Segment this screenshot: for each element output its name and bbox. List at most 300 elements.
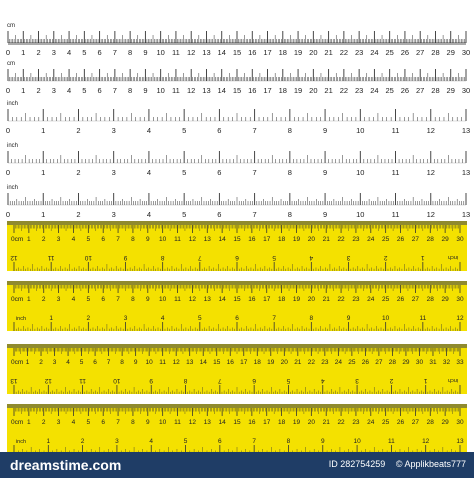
tick-label: 2	[389, 377, 394, 384]
tick-label: 13	[202, 48, 211, 57]
tick-label: 33	[456, 359, 464, 366]
tick-label: 1	[41, 168, 46, 177]
tick-label: 16	[248, 86, 257, 95]
tick-label: 26	[396, 419, 405, 426]
tick-label: 18	[278, 48, 287, 57]
tick-label: 1	[27, 296, 31, 303]
ruler-7	[7, 281, 467, 331]
tick-label: 5	[183, 438, 188, 445]
tick-label: 25	[385, 86, 394, 95]
tick-label: 1	[421, 254, 425, 261]
image-id: ID 282754259	[328, 459, 386, 469]
tick-label: 19	[293, 48, 303, 57]
unit-label: inch	[15, 316, 27, 322]
unit-label: cm	[7, 61, 15, 67]
tick-label: 28	[426, 419, 434, 426]
tick-label: 22	[337, 419, 345, 426]
tick-label: 2	[383, 254, 388, 261]
tick-label: 12	[422, 438, 430, 445]
tick-label: 12	[188, 296, 197, 303]
tick-label: 9	[145, 236, 150, 243]
tick-label: 8	[131, 419, 135, 426]
tick-label: 13	[203, 236, 211, 243]
tick-label: 6	[235, 254, 239, 261]
tick-label: 15	[213, 359, 221, 366]
tick-label: 9	[143, 48, 148, 57]
tick-label: 12	[187, 86, 196, 95]
tick-label: 0	[5, 86, 11, 95]
tick-label: 30	[456, 419, 464, 426]
tick-label: 26	[396, 296, 405, 303]
tick-label: 23	[321, 359, 329, 366]
tick-label: 4	[309, 254, 314, 261]
tick-label: 10	[356, 168, 365, 177]
tick-label: 17	[263, 296, 271, 303]
ruler-4	[6, 143, 470, 177]
tick-label: 13	[461, 126, 471, 135]
tick-label: 22	[339, 86, 349, 95]
tick-label: 8	[128, 48, 133, 57]
unit-label: 0cm	[11, 419, 24, 426]
tick-label: 10	[356, 210, 365, 219]
tick-label: 10	[145, 359, 153, 366]
tick-label: 28	[388, 359, 397, 366]
tick-label: 10	[84, 254, 92, 261]
tick-label: 9	[145, 296, 150, 303]
tick-label: 27	[416, 48, 425, 57]
unit-label: inch	[15, 439, 27, 445]
tick-label: 9	[322, 168, 328, 177]
tick-label: 17	[263, 236, 271, 243]
tick-label: 1	[27, 419, 31, 426]
ruler-3	[6, 101, 470, 135]
tick-label: 11	[159, 359, 167, 366]
ruler-1	[6, 23, 470, 57]
tick-label: 8	[128, 86, 133, 95]
tick-label: 10	[382, 315, 390, 322]
tick-label: 9	[145, 419, 150, 426]
tick-label: 21	[322, 419, 330, 426]
unit-label: inch	[447, 254, 459, 260]
tick-label: 12	[172, 359, 180, 366]
tick-label: 25	[382, 296, 390, 303]
tick-label: 5	[286, 377, 291, 384]
tick-label: 12	[10, 254, 18, 261]
tick-label: 1	[21, 48, 26, 57]
tick-label: 21	[322, 296, 330, 303]
tick-label: 19	[292, 296, 301, 303]
tick-label: 8	[287, 126, 292, 135]
tick-label: 15	[232, 48, 242, 57]
author-credit: © Applikbeats777	[395, 459, 466, 469]
tick-label: 5	[86, 419, 91, 426]
tick-label: 7	[252, 168, 257, 177]
tick-label: 0	[5, 48, 11, 57]
tick-label: 11	[79, 377, 86, 384]
tick-label: 14	[218, 296, 226, 303]
tick-label: 11	[391, 210, 400, 219]
tick-label: 8	[309, 315, 314, 322]
tick-label: 13	[456, 438, 464, 445]
tick-label: 29	[446, 86, 455, 95]
tick-label: 23	[354, 86, 364, 95]
tick-label: 7	[116, 296, 120, 303]
ruler-9	[7, 404, 467, 454]
tick-label: 4	[66, 48, 72, 57]
tick-label: 4	[149, 438, 154, 445]
unit-label: cm	[7, 23, 15, 29]
tick-label: 2	[36, 86, 41, 95]
tick-label: 2	[41, 419, 46, 426]
tick-label: 5	[272, 254, 276, 261]
tick-label: 15	[232, 86, 242, 95]
tick-label: 15	[233, 419, 241, 426]
tick-label: 16	[226, 359, 234, 366]
tick-label: 27	[411, 236, 420, 243]
tick-label: 2	[76, 168, 81, 177]
tick-label: 16	[248, 296, 256, 303]
tick-label: 7	[106, 359, 111, 366]
tick-label: 28	[426, 236, 434, 243]
tick-label: 12	[426, 126, 435, 135]
tick-label: 32	[442, 359, 451, 366]
tick-label: 26	[400, 86, 410, 95]
tick-label: 7	[252, 126, 257, 135]
tick-label: 29	[446, 48, 455, 57]
tick-label: 14	[217, 86, 226, 95]
tick-label: 11	[174, 419, 181, 426]
tick-label: 7	[252, 438, 256, 445]
tick-label: 9	[149, 377, 154, 384]
tick-label: 27	[375, 359, 383, 366]
tick-label: 7	[116, 419, 120, 426]
tick-label: 11	[47, 254, 55, 261]
tick-label: 10	[159, 236, 167, 243]
tick-label: 5	[82, 86, 87, 95]
tick-label: 14	[217, 48, 226, 57]
tick-label: 1	[46, 438, 51, 445]
tick-label: 18	[277, 296, 286, 303]
tick-label: 11	[172, 86, 180, 95]
tick-label: 6	[101, 296, 106, 303]
tick-label: 27	[411, 296, 420, 303]
tick-label: 3	[111, 210, 116, 219]
tick-label: 3	[115, 438, 119, 445]
tick-label: 3	[346, 254, 351, 261]
tick-label: 23	[354, 48, 364, 57]
tick-label: 4	[146, 126, 152, 135]
tick-label: 17	[240, 359, 248, 366]
tick-label: 1	[41, 210, 46, 219]
ruler-5	[6, 185, 470, 219]
tick-label: 13	[202, 86, 211, 95]
tick-label: 26	[361, 359, 370, 366]
tick-label: 12	[426, 210, 435, 219]
tick-label: 5	[82, 48, 87, 57]
tick-label: 5	[79, 359, 84, 366]
tick-label: 6	[101, 236, 106, 243]
ruler-2	[6, 61, 470, 95]
tick-label: 8	[131, 296, 135, 303]
tick-label: 5	[86, 236, 91, 243]
tick-label: 0	[5, 210, 11, 219]
tick-label: 30	[461, 86, 471, 95]
tick-label: 13	[203, 296, 211, 303]
tick-label: 19	[267, 359, 275, 366]
tick-label: 25	[385, 48, 394, 57]
tick-label: 10	[159, 419, 167, 426]
tick-label: 3	[52, 359, 57, 366]
tick-label: 6	[97, 86, 102, 95]
unit-label: inch	[7, 185, 19, 191]
tick-label: 21	[322, 236, 330, 243]
tick-label: 19	[292, 419, 301, 426]
tick-label: 14	[199, 359, 207, 366]
tick-label: 17	[263, 86, 272, 95]
tick-label: 2	[76, 210, 81, 219]
tick-label: 4	[160, 315, 165, 322]
tick-label: 11	[388, 438, 395, 445]
tick-label: 11	[419, 315, 427, 322]
tick-label: 7	[112, 48, 117, 57]
tick-label: 0	[5, 126, 11, 135]
tick-label: 27	[411, 419, 420, 426]
tick-label: 4	[66, 359, 70, 366]
tick-label: 5	[198, 315, 202, 322]
tick-label: 24	[370, 86, 379, 95]
tick-label: 9	[322, 126, 328, 135]
tick-label: 24	[367, 296, 375, 303]
tick-label: 12	[187, 48, 196, 57]
tick-label: 20	[307, 419, 315, 426]
tick-label: 26	[400, 48, 410, 57]
tick-label: 5	[182, 126, 187, 135]
tick-label: 10	[113, 377, 121, 384]
tick-label: 18	[277, 419, 286, 426]
tick-label: 12	[426, 168, 435, 177]
tick-label: 7	[112, 86, 117, 95]
tick-label: 3	[51, 86, 56, 95]
tick-label: 29	[441, 236, 449, 243]
tick-label: 13	[461, 210, 471, 219]
tick-label: 7	[272, 315, 276, 322]
tick-label: 5	[182, 210, 187, 219]
tick-label: 9	[322, 210, 328, 219]
tick-label: 31	[429, 359, 437, 366]
unit-label: 0cm	[11, 236, 24, 243]
tick-label: 8	[286, 438, 291, 445]
tick-label: 2	[86, 315, 91, 322]
tick-label: 4	[146, 168, 152, 177]
brand-logo: dreamstime.com	[10, 457, 122, 473]
tick-label: 13	[461, 168, 471, 177]
tick-label: 10	[159, 296, 167, 303]
tick-label: 29	[441, 296, 449, 303]
tick-label: 23	[352, 419, 360, 426]
tick-label: 10	[156, 86, 165, 95]
tick-label: 22	[337, 236, 345, 243]
tick-label: 11	[391, 168, 400, 177]
tick-label: 4	[320, 377, 325, 384]
tick-label: 23	[352, 296, 360, 303]
tick-label: 9	[123, 254, 128, 261]
tick-label: 3	[56, 236, 61, 243]
tick-label: 1	[25, 359, 30, 366]
tick-label: 3	[111, 126, 116, 135]
tick-label: 12	[456, 315, 464, 322]
tick-label: 6	[93, 359, 97, 366]
tick-label: 9	[346, 315, 351, 322]
tick-label: 21	[324, 48, 333, 57]
tick-label: 13	[186, 359, 194, 366]
tick-label: 24	[367, 236, 375, 243]
tick-label: 28	[431, 86, 440, 95]
tick-label: 30	[461, 48, 471, 57]
tick-label: 6	[217, 168, 222, 177]
tick-label: 20	[280, 359, 288, 366]
tick-label: 1	[423, 377, 428, 384]
tick-label: 2	[36, 48, 41, 57]
tick-label: 6	[252, 377, 256, 384]
tick-label: 30	[456, 296, 464, 303]
tick-label: 21	[324, 86, 333, 95]
tick-label: 28	[426, 296, 434, 303]
tick-label: 17	[263, 48, 272, 57]
tick-label: 16	[248, 48, 257, 57]
tick-label: 17	[263, 419, 271, 426]
tick-label: 3	[111, 168, 116, 177]
tick-label: 26	[396, 236, 405, 243]
tick-label: 28	[431, 48, 440, 57]
tick-label: 14	[218, 419, 226, 426]
tick-label: 9	[133, 359, 138, 366]
tick-label: 19	[293, 86, 303, 95]
tick-label: 11	[172, 48, 180, 57]
tick-label: 10	[156, 48, 165, 57]
tick-label: 18	[277, 236, 286, 243]
tick-label: 18	[253, 359, 261, 366]
tick-label: 19	[292, 236, 301, 243]
tick-label: 25	[348, 359, 356, 366]
tick-label: 1	[27, 236, 31, 243]
tick-label: 3	[56, 419, 61, 426]
tick-label: 2	[41, 236, 46, 243]
tick-label: 3	[123, 315, 128, 322]
tick-label: 15	[233, 236, 241, 243]
tick-label: 11	[174, 296, 181, 303]
tick-label: 10	[353, 438, 361, 445]
tick-label: 22	[337, 296, 345, 303]
tick-label: 25	[382, 236, 390, 243]
tick-label: 10	[356, 126, 365, 135]
tick-label: 6	[101, 419, 106, 426]
tick-label: 23	[352, 236, 360, 243]
ruler-6	[7, 221, 467, 271]
tick-label: 2	[76, 126, 81, 135]
tick-label: 30	[456, 236, 464, 243]
tick-label: 25	[382, 419, 390, 426]
tick-label: 20	[309, 48, 318, 57]
tick-label: 9	[320, 438, 325, 445]
tick-label: 1	[21, 86, 26, 95]
tick-label: 1	[41, 126, 46, 135]
tick-label: 0	[5, 168, 11, 177]
tick-label: 3	[56, 296, 61, 303]
unit-label: inch	[447, 377, 459, 383]
tick-label: 8	[183, 377, 188, 384]
tick-label: 16	[248, 419, 256, 426]
tick-label: 11	[174, 236, 181, 243]
tick-label: 5	[86, 296, 91, 303]
tick-label: 1	[49, 315, 53, 322]
tick-label: 2	[39, 359, 43, 366]
unit-label: inch	[7, 101, 19, 107]
tick-label: 4	[71, 236, 76, 243]
tick-label: 24	[334, 359, 342, 366]
tick-label: 29	[402, 359, 410, 366]
ruler-8	[7, 344, 467, 394]
tick-label: 6	[217, 126, 222, 135]
tick-label: 30	[415, 359, 424, 366]
tick-label: 8	[120, 359, 124, 366]
tick-label: 13	[203, 419, 211, 426]
tick-label: 12	[44, 377, 52, 384]
tick-label: 27	[416, 86, 425, 95]
tick-label: 6	[97, 48, 102, 57]
tick-label: 5	[182, 168, 187, 177]
tick-label: 4	[71, 296, 76, 303]
tick-label: 7	[116, 236, 120, 243]
tick-label: 7	[218, 377, 222, 384]
tick-label: 4	[66, 86, 72, 95]
tick-label: 20	[307, 236, 315, 243]
tick-label: 2	[80, 438, 85, 445]
tick-label: 24	[367, 419, 375, 426]
tick-label: 16	[248, 236, 256, 243]
watermark-footer	[0, 452, 474, 478]
tick-label: 18	[278, 86, 287, 95]
tick-label: 6	[235, 315, 239, 322]
unit-label: 0cm	[11, 296, 24, 303]
tick-label: 21	[294, 359, 302, 366]
tick-label: 6	[218, 438, 222, 445]
tick-label: 20	[307, 296, 315, 303]
tick-label: 15	[233, 296, 241, 303]
tick-label: 9	[143, 86, 148, 95]
tick-label: 8	[287, 210, 292, 219]
tick-label: 20	[309, 86, 318, 95]
tick-label: 12	[188, 236, 197, 243]
tick-label: 29	[441, 419, 449, 426]
unit-label: 0cm	[11, 359, 24, 366]
tick-label: 7	[252, 210, 257, 219]
tick-label: 22	[307, 359, 315, 366]
tick-label: 12	[188, 419, 197, 426]
tick-label: 3	[51, 48, 56, 57]
tick-label: 8	[287, 168, 292, 177]
tick-label: 11	[391, 126, 400, 135]
tick-label: 4	[71, 419, 76, 426]
tick-label: 8	[160, 254, 165, 261]
tick-label: 14	[218, 236, 226, 243]
tick-label: 13	[10, 377, 18, 384]
tick-label: 22	[339, 48, 349, 57]
unit-label: inch	[7, 143, 19, 149]
tick-label: 8	[131, 236, 135, 243]
tick-label: 3	[355, 377, 359, 384]
tick-label: 2	[41, 296, 46, 303]
tick-label: 6	[217, 210, 222, 219]
